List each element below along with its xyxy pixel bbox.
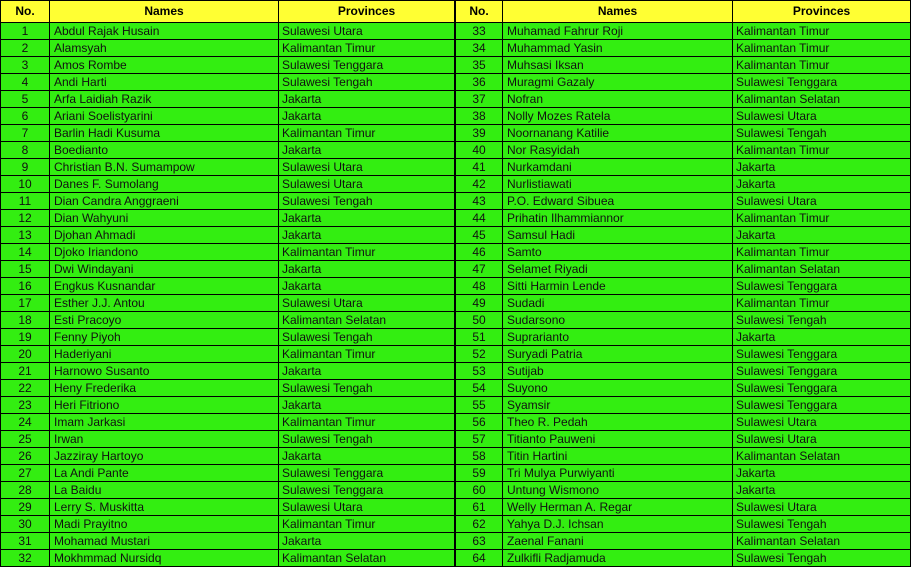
row-name: Zaenal Fanani <box>503 533 733 550</box>
row-name: Sutijab <box>503 363 733 380</box>
table-row <box>456 159 911 176</box>
row-province: Kalimantan Timur <box>279 244 455 261</box>
row-name: Madi Prayitno <box>50 516 279 533</box>
row-number: 15 <box>1 261 50 278</box>
table-row <box>456 193 911 210</box>
row-name: Esti Pracoyo <box>50 312 279 329</box>
row-province: Jakarta <box>733 176 911 193</box>
row-province: Sulawesi Utara <box>279 23 455 40</box>
row-number: 26 <box>1 448 50 465</box>
table-row <box>1 363 455 380</box>
row-number: 54 <box>456 380 503 397</box>
row-province: Sulawesi Utara <box>733 414 911 431</box>
row-province: Sulawesi Utara <box>733 499 911 516</box>
row-number: 47 <box>456 261 503 278</box>
row-name: Mohamad Mustari <box>50 533 279 550</box>
row-number: 16 <box>1 278 50 295</box>
row-province: Kalimantan Selatan <box>733 448 911 465</box>
row-name: P.O. Edward Sibuea <box>503 193 733 210</box>
row-province: Kalimantan Timur <box>733 40 911 57</box>
row-province: Sulawesi Tengah <box>279 329 455 346</box>
row-name: Nurlistiawati <box>503 176 733 193</box>
table-row <box>1 261 455 278</box>
table-row <box>456 482 911 499</box>
header-names: Names <box>50 1 279 23</box>
table-row <box>456 329 911 346</box>
row-number: 17 <box>1 295 50 312</box>
row-province: Sulawesi Tenggara <box>733 278 911 295</box>
row-number: 2 <box>1 40 50 57</box>
row-name: Zulkifli Radjamuda <box>503 550 733 567</box>
row-province: Jakarta <box>279 448 455 465</box>
row-province: Sulawesi Tengah <box>279 431 455 448</box>
row-province: Sulawesi Utara <box>733 108 911 125</box>
row-number: 40 <box>456 142 503 159</box>
row-province: Jakarta <box>279 227 455 244</box>
row-number: 34 <box>456 40 503 57</box>
table-row <box>456 499 911 516</box>
row-province: Kalimantan Selatan <box>279 550 455 567</box>
row-number: 4 <box>1 74 50 91</box>
table-row <box>1 380 455 397</box>
row-name: Djohan Ahmadi <box>50 227 279 244</box>
row-number: 14 <box>1 244 50 261</box>
row-number: 41 <box>456 159 503 176</box>
row-name: Fenny Piyoh <box>50 329 279 346</box>
row-number: 38 <box>456 108 503 125</box>
right-table-body <box>456 23 911 567</box>
row-province: Sulawesi Tenggara <box>733 346 911 363</box>
row-number: 50 <box>456 312 503 329</box>
row-province: Kalimantan Timur <box>279 125 455 142</box>
row-name: Engkus Kusnandar <box>50 278 279 295</box>
row-number: 49 <box>456 295 503 312</box>
right-table <box>455 0 911 567</box>
row-number: 25 <box>1 431 50 448</box>
table-row <box>1 329 455 346</box>
table-row <box>456 176 911 193</box>
row-province: Sulawesi Tenggara <box>733 397 911 414</box>
row-number: 13 <box>1 227 50 244</box>
row-number: 33 <box>456 23 503 40</box>
row-name: Jazziray Hartoyo <box>50 448 279 465</box>
row-number: 57 <box>456 431 503 448</box>
row-province: Sulawesi Tengah <box>733 550 911 567</box>
table-row <box>1 227 455 244</box>
row-name: Nurkamdani <box>503 159 733 176</box>
table-row <box>456 23 911 40</box>
row-number: 22 <box>1 380 50 397</box>
header-no: No. <box>1 1 50 23</box>
row-province: Kalimantan Selatan <box>733 261 911 278</box>
row-name: Noornanang Katilie <box>503 125 733 142</box>
row-number: 52 <box>456 346 503 363</box>
table-row <box>456 431 911 448</box>
row-province: Sulawesi Tenggara <box>733 74 911 91</box>
row-province: Jakarta <box>279 91 455 108</box>
table-row <box>1 346 455 363</box>
header-no: No. <box>456 1 503 23</box>
row-name: Dian Wahyuni <box>50 210 279 227</box>
row-name: Samsul Hadi <box>503 227 733 244</box>
row-number: 19 <box>1 329 50 346</box>
row-name: Haderiyani <box>50 346 279 363</box>
table-row <box>1 142 455 159</box>
row-number: 31 <box>1 533 50 550</box>
table-row <box>1 312 455 329</box>
row-name: Muragmi Gazaly <box>503 74 733 91</box>
table-row <box>1 176 455 193</box>
table-row <box>456 227 911 244</box>
header-row <box>1 1 455 23</box>
table-row <box>1 278 455 295</box>
row-name: Abdul Rajak Husain <box>50 23 279 40</box>
row-name: Mokhmmad Nursidq <box>50 550 279 567</box>
table-row <box>456 550 911 567</box>
table-row <box>1 397 455 414</box>
row-number: 43 <box>456 193 503 210</box>
row-province: Sulawesi Tengah <box>279 74 455 91</box>
row-province: Jakarta <box>733 329 911 346</box>
table-row <box>456 346 911 363</box>
row-name: Yahya D.J. Ichsan <box>503 516 733 533</box>
row-name: Harnowo Susanto <box>50 363 279 380</box>
row-name: Muhammad Yasin <box>503 40 733 57</box>
row-province: Jakarta <box>733 482 911 499</box>
header-names: Names <box>503 1 733 23</box>
row-name: Alamsyah <box>50 40 279 57</box>
row-province: Kalimantan Selatan <box>733 91 911 108</box>
table-row <box>1 431 455 448</box>
row-number: 44 <box>456 210 503 227</box>
row-number: 48 <box>456 278 503 295</box>
row-name: Heny Frederika <box>50 380 279 397</box>
table-row <box>1 414 455 431</box>
row-name: Andi Harti <box>50 74 279 91</box>
row-name: Esther J.J. Antou <box>50 295 279 312</box>
row-province: Kalimantan Timur <box>279 40 455 57</box>
table-row <box>1 482 455 499</box>
row-number: 30 <box>1 516 50 533</box>
table-row <box>1 533 455 550</box>
row-number: 63 <box>456 533 503 550</box>
row-number: 8 <box>1 142 50 159</box>
row-name: Danes F. Sumolang <box>50 176 279 193</box>
row-province: Sulawesi Utara <box>733 431 911 448</box>
row-province: Jakarta <box>733 465 911 482</box>
row-name: Prihatin Ilhammiannor <box>503 210 733 227</box>
row-name: Theo R. Pedah <box>503 414 733 431</box>
table-row <box>456 516 911 533</box>
row-number: 62 <box>456 516 503 533</box>
table-row <box>1 465 455 482</box>
row-number: 12 <box>1 210 50 227</box>
table-row <box>1 23 455 40</box>
row-name: Lerry S. Muskitta <box>50 499 279 516</box>
row-province: Kalimantan Selatan <box>733 533 911 550</box>
row-province: Jakarta <box>733 159 911 176</box>
row-province: Kalimantan Timur <box>733 244 911 261</box>
row-number: 56 <box>456 414 503 431</box>
table-row <box>456 312 911 329</box>
row-number: 35 <box>456 57 503 74</box>
row-number: 23 <box>1 397 50 414</box>
table-row <box>456 397 911 414</box>
row-province: Sulawesi Tengah <box>279 380 455 397</box>
row-name: Syamsir <box>503 397 733 414</box>
row-province: Sulawesi Tengah <box>279 193 455 210</box>
row-number: 61 <box>456 499 503 516</box>
row-number: 42 <box>456 176 503 193</box>
row-province: Jakarta <box>279 533 455 550</box>
header-row <box>456 1 911 23</box>
table-row <box>456 74 911 91</box>
row-province: Sulawesi Utara <box>279 295 455 312</box>
table-row <box>456 380 911 397</box>
row-number: 46 <box>456 244 503 261</box>
row-name: Sudarsono <box>503 312 733 329</box>
row-number: 64 <box>456 550 503 567</box>
row-number: 29 <box>1 499 50 516</box>
row-province: Sulawesi Tenggara <box>733 363 911 380</box>
table-row <box>456 57 911 74</box>
table-row <box>1 193 455 210</box>
table-row <box>456 108 911 125</box>
row-number: 3 <box>1 57 50 74</box>
row-number: 27 <box>1 465 50 482</box>
row-number: 37 <box>456 91 503 108</box>
row-province: Kalimantan Timur <box>733 142 911 159</box>
table-row <box>456 465 911 482</box>
row-name: Muhsasi Iksan <box>503 57 733 74</box>
row-number: 28 <box>1 482 50 499</box>
table-row <box>456 244 911 261</box>
row-name: Selamet Riyadi <box>503 261 733 278</box>
row-province: Sulawesi Tenggara <box>279 465 455 482</box>
row-number: 7 <box>1 125 50 142</box>
row-name: Ariani Soelistyarini <box>50 108 279 125</box>
row-name: Suryadi Patria <box>503 346 733 363</box>
row-province: Sulawesi Tengah <box>733 125 911 142</box>
row-name: Barlin Hadi Kusuma <box>50 125 279 142</box>
row-number: 5 <box>1 91 50 108</box>
row-number: 20 <box>1 346 50 363</box>
table-row <box>456 210 911 227</box>
row-number: 45 <box>456 227 503 244</box>
row-name: Nor Rasyidah <box>503 142 733 159</box>
row-number: 6 <box>1 108 50 125</box>
row-number: 21 <box>1 363 50 380</box>
table-row <box>456 91 911 108</box>
row-province: Kalimantan Timur <box>733 210 911 227</box>
table-row <box>1 108 455 125</box>
table-row <box>456 142 911 159</box>
row-name: La Andi Pante <box>50 465 279 482</box>
table-row <box>456 125 911 142</box>
left-table-body <box>1 23 455 567</box>
row-province: Jakarta <box>279 142 455 159</box>
row-province: Kalimantan Selatan <box>279 312 455 329</box>
row-name: Titin Hartini <box>503 448 733 465</box>
table-row <box>456 261 911 278</box>
row-number: 53 <box>456 363 503 380</box>
table-row <box>1 40 455 57</box>
row-number: 24 <box>1 414 50 431</box>
row-province: Sulawesi Tenggara <box>279 482 455 499</box>
row-number: 51 <box>456 329 503 346</box>
row-province: Sulawesi Utara <box>279 176 455 193</box>
table-row <box>1 448 455 465</box>
row-number: 39 <box>456 125 503 142</box>
row-name: Sudadi <box>503 295 733 312</box>
row-province: Jakarta <box>279 363 455 380</box>
row-name: Nofran <box>503 91 733 108</box>
header-provinces: Provinces <box>279 1 455 23</box>
row-province: Sulawesi Utara <box>279 499 455 516</box>
row-number: 36 <box>456 74 503 91</box>
row-province: Sulawesi Tengah <box>733 516 911 533</box>
row-province: Sulawesi Tengah <box>733 312 911 329</box>
row-province: Kalimantan Timur <box>279 414 455 431</box>
header-provinces: Provinces <box>733 1 911 23</box>
table-row <box>1 244 455 261</box>
row-name: Tri Mulya Purwiyanti <box>503 465 733 482</box>
row-name: Arfa Laidiah Razik <box>50 91 279 108</box>
row-name: Boedianto <box>50 142 279 159</box>
row-name: Suprarianto <box>503 329 733 346</box>
row-name: Amos Rombe <box>50 57 279 74</box>
row-number: 32 <box>1 550 50 567</box>
row-province: Jakarta <box>279 108 455 125</box>
row-name: Untung Wismono <box>503 482 733 499</box>
table-row <box>1 516 455 533</box>
table-row <box>456 278 911 295</box>
row-province: Sulawesi Utara <box>279 159 455 176</box>
row-number: 10 <box>1 176 50 193</box>
row-name: Nolly Mozes Ratela <box>503 108 733 125</box>
row-province: Sulawesi Tenggara <box>279 57 455 74</box>
row-number: 55 <box>456 397 503 414</box>
table-row <box>456 448 911 465</box>
row-name: Irwan <box>50 431 279 448</box>
table-row <box>1 295 455 312</box>
table-row <box>1 57 455 74</box>
row-number: 58 <box>456 448 503 465</box>
row-name: Welly Herman A. Regar <box>503 499 733 516</box>
table-row <box>456 363 911 380</box>
table-row <box>1 210 455 227</box>
row-province: Jakarta <box>279 397 455 414</box>
table-row <box>456 414 911 431</box>
row-name: La Baidu <box>50 482 279 499</box>
row-name: Heri Fitriono <box>50 397 279 414</box>
row-name: Dwi Windayani <box>50 261 279 278</box>
row-name: Imam Jarkasi <box>50 414 279 431</box>
row-province: Jakarta <box>279 278 455 295</box>
table-row <box>1 74 455 91</box>
row-province: Sulawesi Tenggara <box>733 380 911 397</box>
table-row <box>456 533 911 550</box>
row-name: Sitti Harmin Lende <box>503 278 733 295</box>
row-number: 1 <box>1 23 50 40</box>
row-province: Jakarta <box>279 210 455 227</box>
table-row <box>1 91 455 108</box>
row-name: Muhamad Fahrur Roji <box>503 23 733 40</box>
table-row <box>1 499 455 516</box>
table-row <box>456 40 911 57</box>
row-name: Samto <box>503 244 733 261</box>
left-table <box>0 0 455 567</box>
table-row <box>1 159 455 176</box>
row-province: Sulawesi Utara <box>733 193 911 210</box>
row-name: Titianto Pauweni <box>503 431 733 448</box>
row-province: Kalimantan Timur <box>733 23 911 40</box>
row-province: Jakarta <box>733 227 911 244</box>
row-province: Kalimantan Timur <box>733 57 911 74</box>
row-province: Kalimantan Timur <box>733 295 911 312</box>
row-number: 9 <box>1 159 50 176</box>
row-name: Djoko Iriandono <box>50 244 279 261</box>
row-name: Dian Candra Anggraeni <box>50 193 279 210</box>
row-number: 59 <box>456 465 503 482</box>
row-province: Kalimantan Timur <box>279 346 455 363</box>
row-number: 18 <box>1 312 50 329</box>
row-number: 60 <box>456 482 503 499</box>
row-number: 11 <box>1 193 50 210</box>
table-row <box>1 550 455 567</box>
table-row <box>456 295 911 312</box>
table-row <box>1 125 455 142</box>
row-name: Suyono <box>503 380 733 397</box>
row-name: Christian B.N. Sumampow <box>50 159 279 176</box>
row-province: Jakarta <box>279 261 455 278</box>
row-province: Kalimantan Timur <box>279 516 455 533</box>
